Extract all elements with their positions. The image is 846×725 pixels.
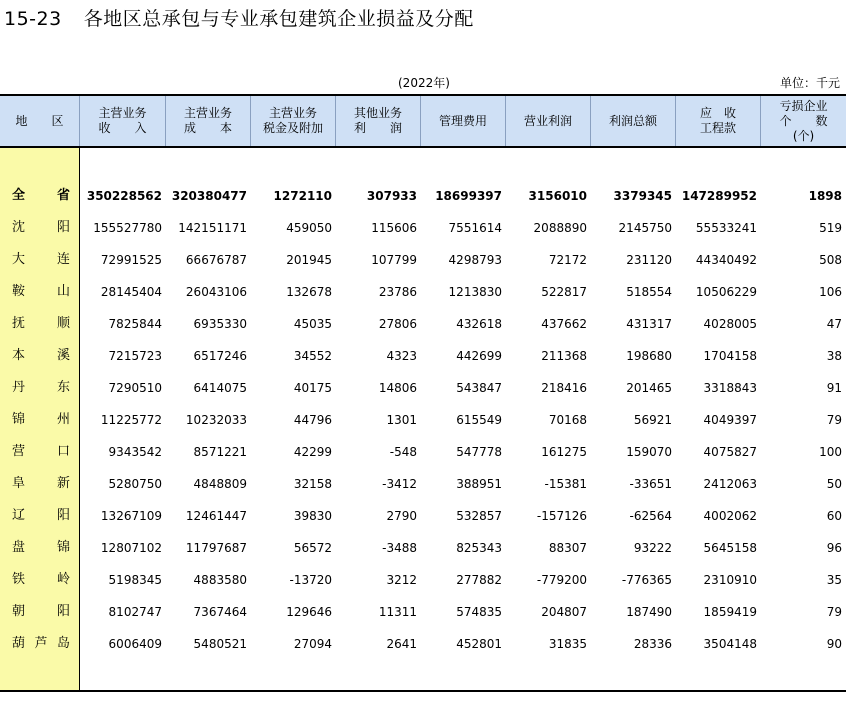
region-name bbox=[12, 532, 70, 564]
cell-main-tax: 39830 bbox=[293, 509, 332, 523]
cell-main-tax: 201945 bbox=[286, 253, 332, 267]
region-char: 顺 bbox=[56, 316, 70, 331]
region-char: 阳 bbox=[56, 604, 70, 619]
cell-receivables: 1859419 bbox=[703, 605, 757, 619]
header-line: 主营业务 bbox=[98, 106, 147, 120]
header-line: 主营业务 bbox=[268, 106, 317, 120]
region-name bbox=[12, 276, 70, 308]
cell-loss-count: 79 bbox=[826, 413, 842, 427]
table-row bbox=[0, 372, 846, 404]
header-line: 收 入 bbox=[98, 121, 147, 135]
header-admin-expense bbox=[421, 96, 506, 146]
cell-total-profit: 198680 bbox=[626, 349, 672, 363]
cell-loss-count: 38 bbox=[826, 349, 842, 363]
header-operating-profit bbox=[506, 96, 591, 146]
table-row bbox=[0, 340, 846, 372]
cell-admin-expense: 452801 bbox=[456, 637, 502, 651]
cell-total-profit: 93222 bbox=[633, 541, 672, 555]
region-char: 山 bbox=[56, 284, 70, 299]
cell-total-profit: 431317 bbox=[626, 317, 672, 331]
cell-admin-expense: 825343 bbox=[456, 541, 502, 555]
cell-operating-profit: 522817 bbox=[541, 285, 587, 299]
cell-loss-count: 91 bbox=[826, 381, 842, 395]
cell-receivables: 1704158 bbox=[703, 349, 757, 363]
cell-receivables: 2412063 bbox=[703, 477, 757, 491]
cell-other-profit: -3412 bbox=[382, 477, 417, 491]
cell-other-profit: 115606 bbox=[371, 221, 417, 235]
cell-admin-expense: 547778 bbox=[456, 445, 502, 459]
cell-main-cost: 6414075 bbox=[193, 381, 247, 395]
cell-admin-expense: 1213830 bbox=[448, 285, 502, 299]
cell-main-tax: 40175 bbox=[293, 381, 332, 395]
cell-admin-expense: 4298793 bbox=[448, 253, 502, 267]
region-char: 朝 bbox=[12, 604, 26, 619]
cell-main-cost: 7367464 bbox=[193, 605, 247, 619]
table-header bbox=[0, 94, 846, 148]
region-name bbox=[12, 212, 70, 244]
region-name bbox=[12, 564, 70, 596]
cell-loss-count: 90 bbox=[826, 637, 842, 651]
header-line: 工程款 bbox=[699, 121, 736, 135]
year-label: (2022年) bbox=[398, 76, 450, 90]
cell-other-profit: 23786 bbox=[378, 285, 417, 299]
region-name bbox=[12, 372, 70, 404]
table-row bbox=[0, 628, 846, 660]
cell-receivables: 4002062 bbox=[703, 509, 757, 523]
cell-total-profit: -776365 bbox=[621, 573, 672, 587]
header-line: (个) bbox=[792, 128, 815, 143]
region-char: 阳 bbox=[56, 508, 70, 523]
cell-other-profit: 27806 bbox=[378, 317, 417, 331]
region-char: 葫 bbox=[12, 636, 26, 651]
region-name bbox=[12, 596, 70, 628]
cell-other-profit: 1301 bbox=[386, 413, 417, 427]
cell-main-revenue: 8102747 bbox=[108, 605, 162, 619]
cell-other-profit: -3488 bbox=[382, 541, 417, 555]
cell-total-profit: 518554 bbox=[626, 285, 672, 299]
cell-main-cost: 8571221 bbox=[193, 445, 247, 459]
unit-label: 单位：千元 bbox=[779, 76, 840, 90]
region-char: 岭 bbox=[56, 572, 70, 587]
header-main-tax bbox=[251, 96, 336, 146]
cell-other-profit: 14806 bbox=[378, 381, 417, 395]
cell-main-cost: 66676787 bbox=[185, 253, 247, 267]
header-line: 成 本 bbox=[183, 121, 232, 135]
cell-main-revenue: 12807102 bbox=[100, 541, 162, 555]
cell-main-cost: 320380477 bbox=[171, 189, 247, 203]
cell-other-profit: -548 bbox=[389, 445, 417, 459]
header-receivables bbox=[676, 96, 761, 146]
cell-main-revenue: 13267109 bbox=[100, 509, 162, 523]
cell-main-tax: 42299 bbox=[293, 445, 332, 459]
cell-other-profit: 2790 bbox=[386, 509, 417, 523]
cell-receivables: 55533241 bbox=[695, 221, 757, 235]
cell-loss-count: 1898 bbox=[808, 189, 842, 203]
cell-operating-profit: 204807 bbox=[541, 605, 587, 619]
cell-main-cost: 10232033 bbox=[185, 413, 247, 427]
cell-main-revenue: 155527780 bbox=[93, 221, 162, 235]
cell-receivables: 147289952 bbox=[681, 189, 757, 203]
table-row bbox=[0, 500, 846, 532]
cell-receivables: 2310910 bbox=[703, 573, 757, 587]
cell-admin-expense: 432618 bbox=[456, 317, 502, 331]
header-line: 管理费用 bbox=[438, 113, 487, 128]
cell-loss-count: 47 bbox=[826, 317, 842, 331]
header-line: 地 区 bbox=[15, 113, 64, 128]
table-row bbox=[0, 468, 846, 500]
cell-main-cost: 11797687 bbox=[185, 541, 247, 555]
cell-other-profit: 11311 bbox=[378, 605, 417, 619]
header-other-profit bbox=[336, 96, 421, 146]
table-row bbox=[0, 404, 846, 436]
region-char: 阜 bbox=[12, 476, 26, 491]
cell-total-profit: -62564 bbox=[629, 509, 672, 523]
cell-total-profit: 2145750 bbox=[618, 221, 672, 235]
cell-main-tax: 27094 bbox=[293, 637, 332, 651]
cell-main-cost: 26043106 bbox=[185, 285, 247, 299]
cell-loss-count: 35 bbox=[826, 573, 842, 587]
region-char: 州 bbox=[56, 412, 70, 427]
cell-main-cost: 12461447 bbox=[185, 509, 247, 523]
table-bottom-rule bbox=[0, 690, 846, 692]
cell-receivables: 4028005 bbox=[703, 317, 757, 331]
page-title bbox=[4, 4, 474, 31]
header-main-cost bbox=[166, 96, 251, 146]
cell-main-revenue: 7215723 bbox=[108, 349, 162, 363]
region-char: 锦 bbox=[56, 540, 70, 555]
cell-operating-profit: 211368 bbox=[541, 349, 587, 363]
region-char: 盘 bbox=[12, 540, 26, 555]
cell-total-profit: 187490 bbox=[626, 605, 672, 619]
cell-total-profit: 56921 bbox=[633, 413, 672, 427]
region-name bbox=[12, 468, 70, 500]
region-char: 抚 bbox=[12, 316, 26, 331]
region-char: 东 bbox=[56, 380, 70, 395]
cell-main-revenue: 7825844 bbox=[108, 317, 162, 331]
cell-admin-expense: 18699397 bbox=[435, 189, 502, 203]
region-char: 大 bbox=[12, 252, 26, 267]
cell-receivables: 4075827 bbox=[703, 445, 757, 459]
region-char: 口 bbox=[56, 444, 70, 459]
region-char: 芦 bbox=[34, 636, 48, 651]
cell-main-revenue: 6006409 bbox=[108, 637, 162, 651]
cell-loss-count: 519 bbox=[819, 221, 842, 235]
cell-admin-expense: 574835 bbox=[456, 605, 502, 619]
cell-main-revenue: 5198345 bbox=[108, 573, 162, 587]
total-row bbox=[0, 180, 846, 212]
header-region bbox=[0, 96, 80, 146]
region-char: 铁 bbox=[12, 572, 26, 587]
cell-admin-expense: 615549 bbox=[456, 413, 502, 427]
cell-total-profit: 201465 bbox=[626, 381, 672, 395]
cell-operating-profit: 437662 bbox=[541, 317, 587, 331]
table-row bbox=[0, 532, 846, 564]
cell-main-tax: 44796 bbox=[293, 413, 332, 427]
cell-receivables: 3318843 bbox=[703, 381, 757, 395]
region-char: 新 bbox=[56, 476, 70, 491]
header-total-profit bbox=[591, 96, 676, 146]
cell-admin-expense: 388951 bbox=[456, 477, 502, 491]
region-char: 锦 bbox=[12, 412, 26, 427]
region-char: 营 bbox=[12, 444, 26, 459]
cell-main-tax: 129646 bbox=[286, 605, 332, 619]
cell-main-revenue: 11225772 bbox=[100, 413, 162, 427]
header-line: 个 数 bbox=[779, 113, 828, 128]
region-name bbox=[12, 308, 70, 340]
cell-other-profit: 107799 bbox=[371, 253, 417, 267]
table-row bbox=[0, 436, 846, 468]
cell-main-cost: 142151171 bbox=[178, 221, 247, 235]
header-line: 应 收 bbox=[699, 106, 736, 120]
cell-operating-profit: 218416 bbox=[541, 381, 587, 395]
table-row bbox=[0, 244, 846, 276]
cell-receivables: 3504148 bbox=[703, 637, 757, 651]
cell-operating-profit: 161275 bbox=[541, 445, 587, 459]
cell-admin-expense: 442699 bbox=[456, 349, 502, 363]
region-char: 连 bbox=[56, 252, 70, 267]
region-char: 本 bbox=[12, 348, 26, 363]
cell-total-profit: 159070 bbox=[626, 445, 672, 459]
cell-main-cost: 4883580 bbox=[193, 573, 247, 587]
cell-total-profit: 231120 bbox=[626, 253, 672, 267]
cell-other-profit: 4323 bbox=[386, 349, 417, 363]
cell-other-profit: 307933 bbox=[366, 189, 417, 203]
header-line: 主营业务 bbox=[183, 106, 232, 120]
table-row bbox=[0, 212, 846, 244]
region-char: 辽 bbox=[12, 508, 26, 523]
cell-loss-count: 50 bbox=[826, 477, 842, 491]
cell-receivables: 4049397 bbox=[703, 413, 757, 427]
cell-operating-profit: 3156010 bbox=[528, 189, 587, 203]
region-char: 沈 bbox=[12, 220, 26, 235]
cell-main-revenue: 7290510 bbox=[108, 381, 162, 395]
cell-operating-profit: -779200 bbox=[536, 573, 587, 587]
table-row bbox=[0, 596, 846, 628]
header-line: 税金及附加 bbox=[262, 121, 323, 135]
region-name bbox=[12, 500, 70, 532]
cell-total-profit: -33651 bbox=[629, 477, 672, 491]
region-char: 溪 bbox=[56, 348, 70, 363]
cell-operating-profit: -15381 bbox=[544, 477, 587, 491]
header-line: 亏损企业 bbox=[779, 98, 828, 113]
header-line: 其他业务 bbox=[353, 106, 402, 120]
header-main-revenue bbox=[80, 96, 166, 146]
cell-operating-profit: 2088890 bbox=[533, 221, 587, 235]
cell-loss-count: 96 bbox=[826, 541, 842, 555]
cell-main-cost: 6517246 bbox=[193, 349, 247, 363]
cell-receivables: 5645158 bbox=[703, 541, 757, 555]
region-name bbox=[12, 180, 70, 212]
cell-admin-expense: 532857 bbox=[456, 509, 502, 523]
cell-loss-count: 79 bbox=[826, 605, 842, 619]
cell-main-tax: 1272110 bbox=[273, 189, 332, 203]
cell-other-profit: 3212 bbox=[386, 573, 417, 587]
cell-main-cost: 4848809 bbox=[193, 477, 247, 491]
table-row bbox=[0, 308, 846, 340]
region-char: 丹 bbox=[12, 380, 26, 395]
cell-operating-profit: 72172 bbox=[548, 253, 587, 267]
cell-loss-count: 106 bbox=[819, 285, 842, 299]
cell-admin-expense: 277882 bbox=[456, 573, 502, 587]
region-char: 全 bbox=[12, 188, 26, 203]
region-name bbox=[12, 628, 70, 660]
header-line: 营业利润 bbox=[523, 113, 572, 128]
table-row bbox=[0, 564, 846, 596]
region-char: 省 bbox=[56, 188, 70, 203]
cell-total-profit: 28336 bbox=[633, 637, 672, 651]
cell-receivables: 10506229 bbox=[695, 285, 757, 299]
cell-main-revenue: 5280750 bbox=[108, 477, 162, 491]
cell-main-revenue: 350228562 bbox=[86, 189, 162, 203]
cell-receivables: 44340492 bbox=[695, 253, 757, 267]
header-loss-count bbox=[761, 96, 846, 146]
region-char: 阳 bbox=[56, 220, 70, 235]
region-name bbox=[12, 244, 70, 276]
cell-loss-count: 508 bbox=[819, 253, 842, 267]
region-char: 鞍 bbox=[12, 284, 26, 299]
cell-main-tax: 32158 bbox=[293, 477, 332, 491]
cell-loss-count: 60 bbox=[826, 509, 842, 523]
cell-operating-profit: -157126 bbox=[536, 509, 587, 523]
cell-main-tax: 34552 bbox=[293, 349, 332, 363]
cell-main-tax: 132678 bbox=[286, 285, 332, 299]
table-number: 15-23 bbox=[4, 8, 62, 30]
cell-main-tax: -13720 bbox=[289, 573, 332, 587]
header-line: 利 润 bbox=[353, 121, 402, 135]
cell-operating-profit: 70168 bbox=[548, 413, 587, 427]
cell-total-profit: 3379345 bbox=[613, 189, 672, 203]
cell-main-tax: 45035 bbox=[293, 317, 332, 331]
table-row bbox=[0, 276, 846, 308]
region-name bbox=[12, 340, 70, 372]
cell-other-profit: 2641 bbox=[386, 637, 417, 651]
cell-main-revenue: 72991525 bbox=[100, 253, 162, 267]
cell-main-cost: 5480521 bbox=[193, 637, 247, 651]
cell-admin-expense: 7551614 bbox=[448, 221, 502, 235]
cell-main-revenue: 9343542 bbox=[108, 445, 162, 459]
cell-loss-count: 100 bbox=[819, 445, 842, 459]
region-char: 岛 bbox=[56, 636, 70, 651]
header-line: 利润总额 bbox=[608, 113, 657, 128]
cell-operating-profit: 88307 bbox=[548, 541, 587, 555]
cell-main-tax: 56572 bbox=[293, 541, 332, 555]
region-name bbox=[12, 404, 70, 436]
cell-main-cost: 6935330 bbox=[193, 317, 247, 331]
region-name bbox=[12, 436, 70, 468]
cell-main-tax: 459050 bbox=[286, 221, 332, 235]
cell-operating-profit: 31835 bbox=[548, 637, 587, 651]
cell-main-revenue: 28145404 bbox=[100, 285, 162, 299]
cell-admin-expense: 543847 bbox=[456, 381, 502, 395]
table-title: 各地区总承包与专业承包建筑企业损益及分配 bbox=[83, 8, 474, 30]
